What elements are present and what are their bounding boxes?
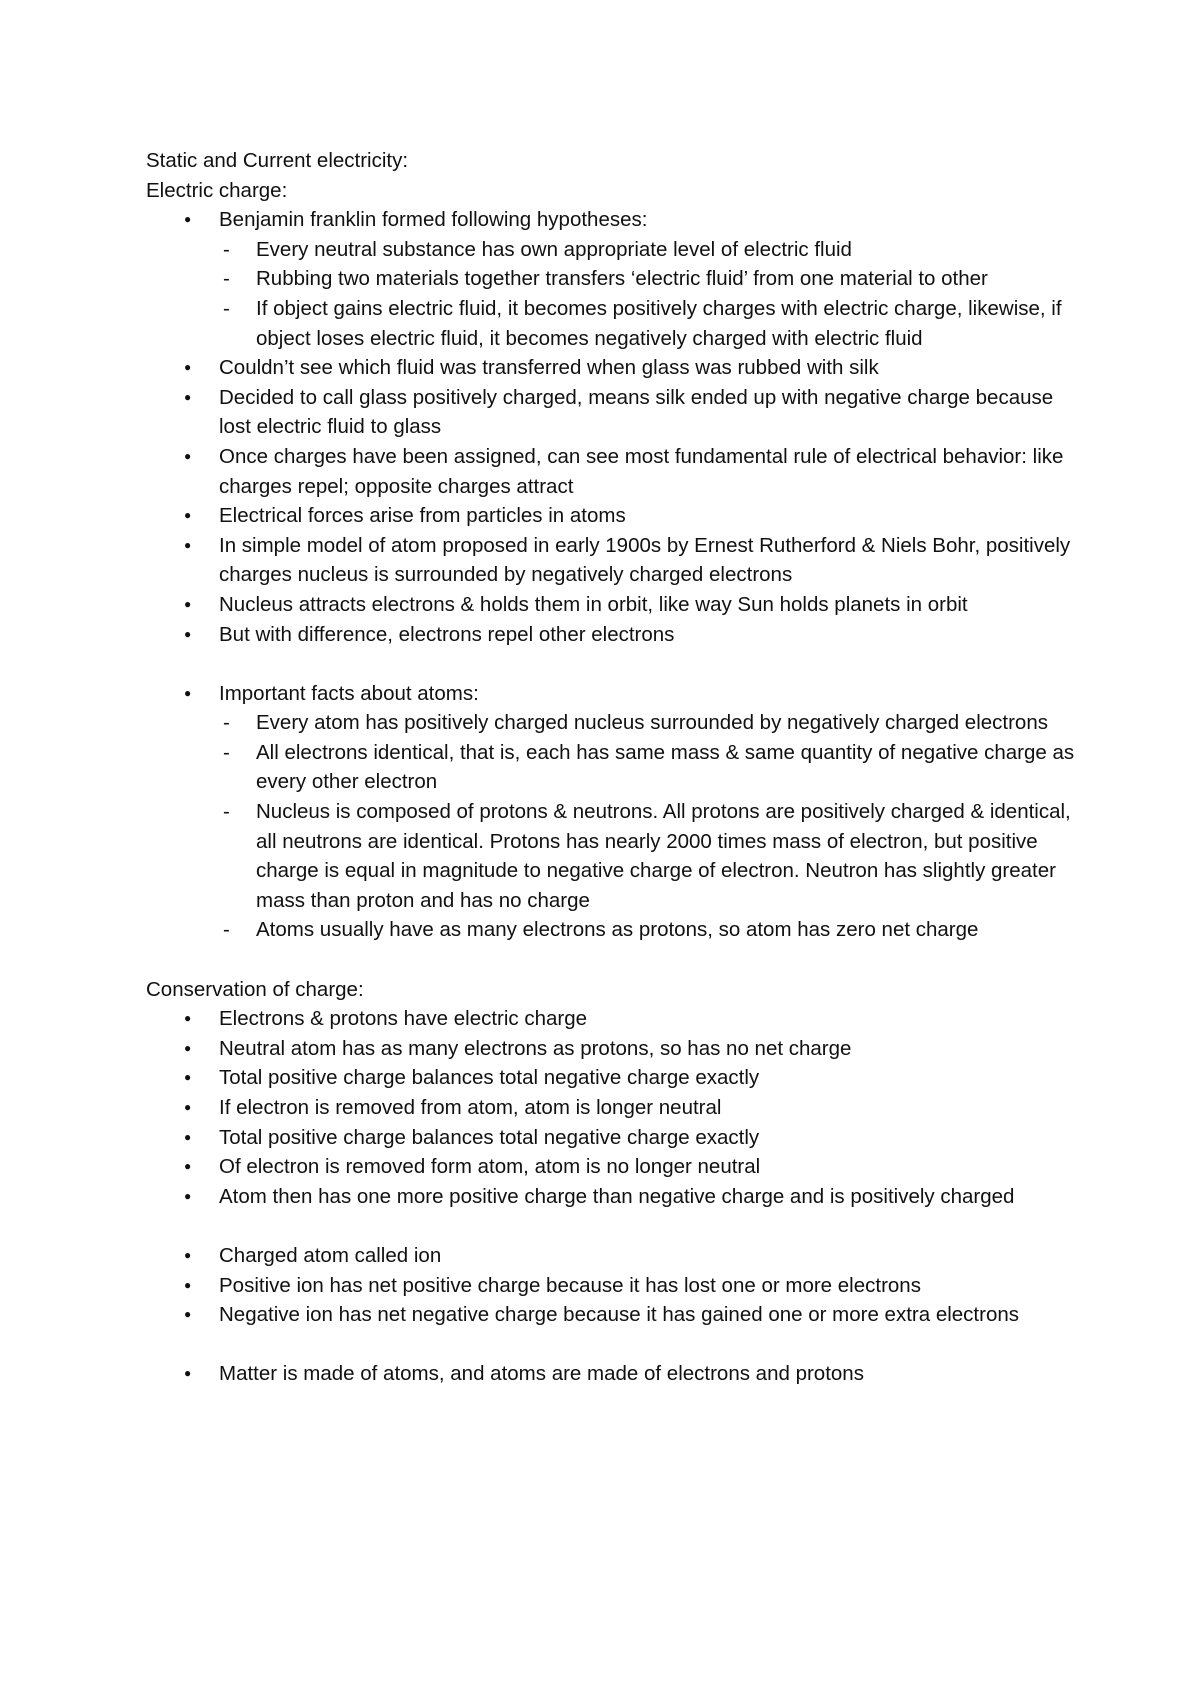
- spacer: [146, 945, 1086, 975]
- atom-facts-list: [146, 679, 1086, 945]
- list-item: ● In simple model of atom proposed in early 1900s by Ernest Rutherford & Niels Bohr, positively charges nucleus is surrounded by negatively charged electrons: [146, 531, 1086, 590]
- conservation-list: [146, 1004, 1086, 1211]
- list-item: ● Electrical forces arise from particles in atoms: [146, 501, 1086, 531]
- ion-list: [146, 1241, 1086, 1330]
- list-item: ● Atom then has one more positive charge than negative charge and is positively charged: [146, 1182, 1086, 1212]
- spacer: [146, 649, 1086, 679]
- list-item: [146, 205, 1086, 353]
- spacer: [146, 1211, 1086, 1241]
- list-item: ● Electrons & protons have electric charge: [146, 1004, 1086, 1034]
- section-heading-electric-charge: Electric charge:: [146, 178, 288, 202]
- document-body: [146, 146, 1086, 1389]
- list-item: ● Total positive charge balances total negative charge exactly: [146, 1123, 1086, 1153]
- spacer: [146, 1330, 1086, 1360]
- electric-charge-list: [146, 205, 1086, 649]
- list-item: ● Total positive charge balances total negative charge exactly: [146, 1063, 1086, 1093]
- list-item: ● Charged atom called ion: [146, 1241, 1086, 1271]
- franklin-hypotheses-sublist: [219, 235, 1086, 353]
- list-item: ● Negative ion has net negative charge because it has gained one or more extra electrons: [146, 1300, 1086, 1330]
- matter-list: [146, 1359, 1086, 1389]
- list-item: [146, 679, 1086, 945]
- atom-facts-label: Important facts about atoms:: [219, 681, 479, 705]
- list-item: ● But with difference, electrons repel other electrons: [146, 620, 1086, 650]
- section-heading-conservation-of-charge: Conservation of charge:: [146, 977, 364, 1001]
- sub-list-item: - Every atom has positively charged nucleus surrounded by negatively charged electrons: [219, 708, 1086, 738]
- list-item: ● Decided to call glass positively charged, means silk ended up with negative charge because lost electric fluid to glass: [146, 383, 1086, 442]
- list-item: ● Of electron is removed form atom, atom is no longer neutral: [146, 1152, 1086, 1182]
- sub-list-item: - If object gains electric fluid, it becomes positively charges with electric charge, likewise, if object loses electric fluid, it becomes negatively charged with electric fluid: [219, 294, 1086, 353]
- list-item: ● Once charges have been assigned, can see most fundamental rule of electrical behavior: like charges repel; opposite charges attract: [146, 442, 1086, 501]
- sub-list-item: - All electrons identical, that is, each has same mass & same quantity of negative charge as every other electron: [219, 738, 1086, 797]
- list-item: ● Neutral atom has as many electrons as protons, so has no net charge: [146, 1034, 1086, 1064]
- list-item: ● Nucleus attracts electrons & holds them in orbit, like way Sun holds planets in orbit: [146, 590, 1086, 620]
- sub-list-item: - Nucleus is composed of protons & neutrons. All protons are positively charged & identical, all neutrons are identical. Protons has nearly 2000 times mass of electron, but positive charge is equal in magnitude to negative charge of electron. Neutron has slightly greater mass than proton and has no charge: [219, 797, 1086, 915]
- sub-list-item: - Every neutral substance has own appropriate level of electric fluid: [219, 235, 1086, 265]
- list-item: ● Positive ion has net positive charge because it has lost one or more electrons: [146, 1271, 1086, 1301]
- sub-list-item: - Atoms usually have as many electrons as protons, so atom has zero net charge: [219, 915, 1086, 945]
- franklin-hypotheses-label: Benjamin franklin formed following hypotheses:: [219, 208, 648, 232]
- atom-facts-sublist: [219, 708, 1086, 945]
- page-title: Static and Current electricity:: [146, 149, 409, 172]
- list-item: ● Couldn’t see which fluid was transferred when glass was rubbed with silk: [146, 353, 1086, 383]
- list-item: ● If electron is removed from atom, atom is longer neutral: [146, 1093, 1086, 1123]
- list-item: ● Matter is made of atoms, and atoms are made of electrons and protons: [146, 1359, 1086, 1389]
- sub-list-item: - Rubbing two materials together transfers ‘electric fluid’ from one material to other: [219, 264, 1086, 294]
